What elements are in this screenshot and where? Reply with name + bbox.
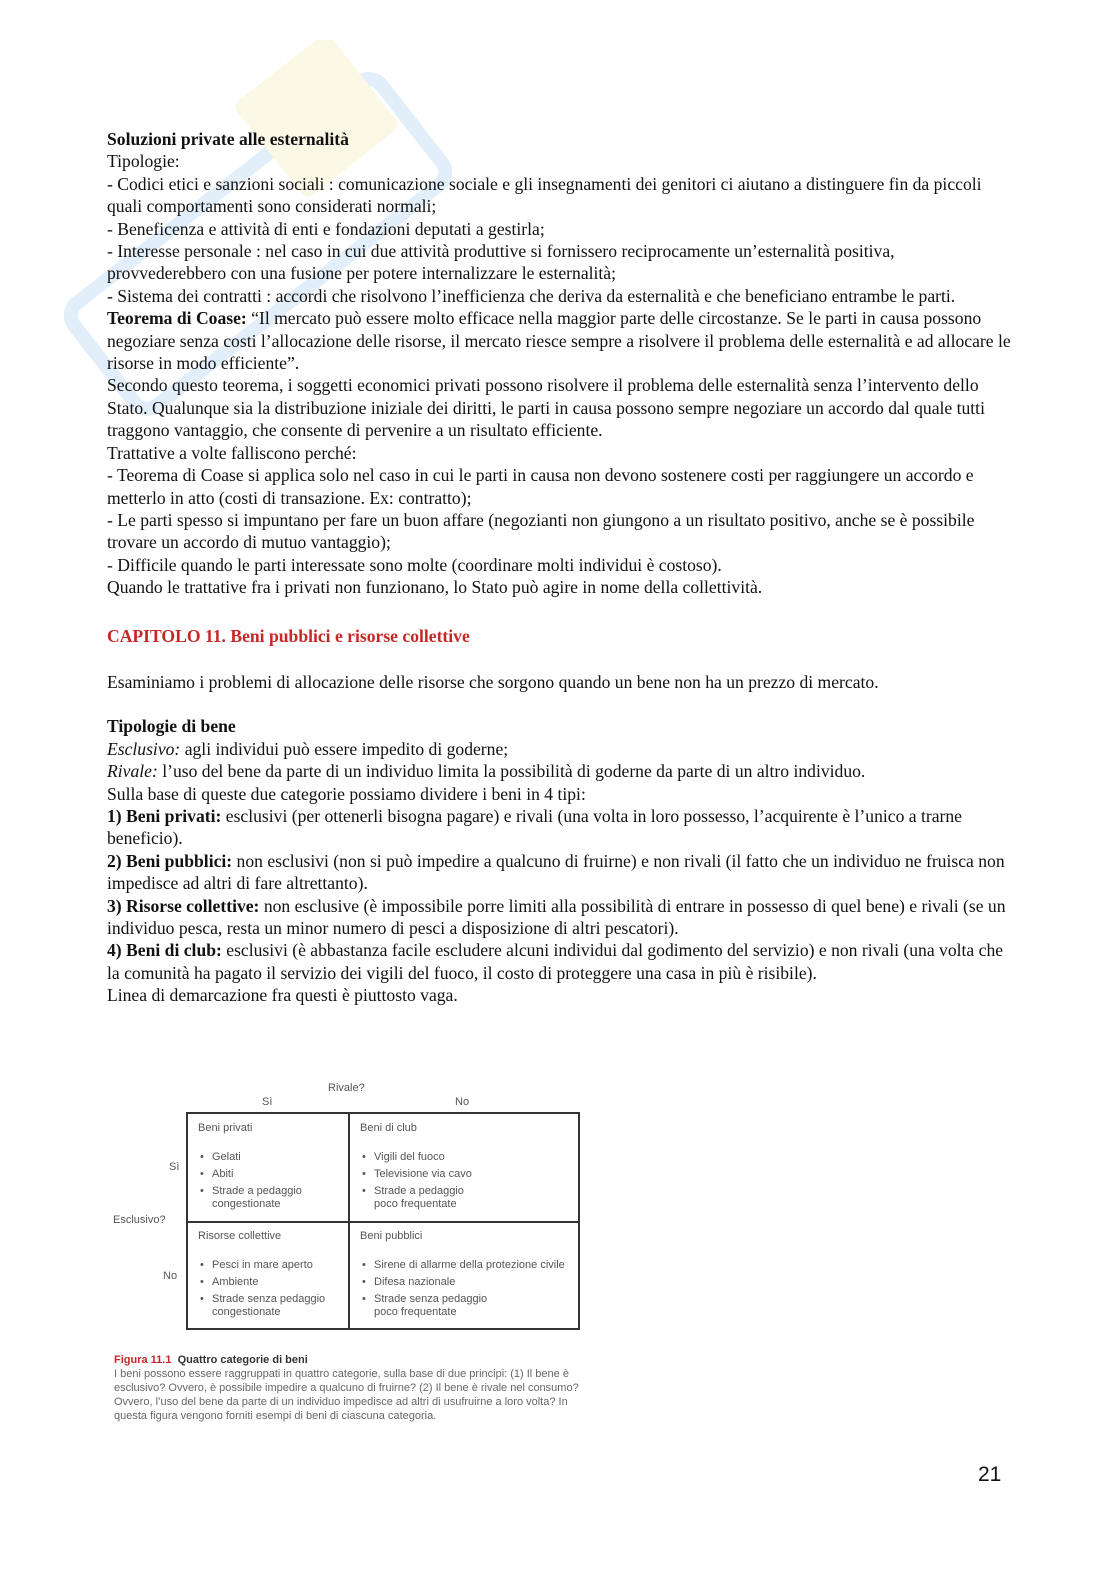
figure-caption	[114, 1353, 584, 1423]
cell-beni-di-club	[360, 1122, 575, 1215]
rivale-label: Rivale:	[107, 761, 158, 782]
list-item: • Abiti	[212, 1168, 338, 1181]
cell-title: Beni pubblici	[360, 1230, 423, 1242]
list-item: - Difficile quando le parti interessate sono molte (coordinare molti individui è costoso).	[107, 554, 722, 575]
rivale-definition	[107, 760, 1017, 782]
cell-title: Risorse collettive	[198, 1230, 282, 1242]
cell-title: Beni privati	[198, 1122, 253, 1134]
coase-label: Teorema di Coase:	[107, 308, 247, 329]
type-label: 4) Beni di club:	[107, 940, 222, 961]
list-item: • Televisione via cavo	[374, 1168, 575, 1181]
chapter-title: CAPITOLO 11. Beni pubblici e risorse collettive	[107, 625, 470, 646]
list-item: - Interesse personale : nel caso in cui due attività produttive si fornissero reciprocamente un’esternalità positiva, provvederebbero con una fusione per potere internalizzare le esternalità;	[107, 241, 895, 284]
type-text: non esclusivi (non si può impedire a qualcuno di fruirne) e non rivali (il fatto che un individuo ne fruisca non impedisce ad altri di fare altrettanto).	[107, 850, 1005, 894]
list-item: • Gelati	[212, 1151, 338, 1164]
row-header-no: No	[163, 1270, 178, 1282]
type-text: esclusivi (è abbastanza facile escludere alcuni individui dal godimento del servizio) e non rivali (una volta che la comunità ha pagato il servizio dei vigili del fuoco, il costo di proteggere una casa in più è risibile).	[107, 940, 1004, 983]
goods-matrix	[186, 1112, 580, 1330]
cell-beni-privati	[198, 1122, 338, 1215]
esclusivo-axis-label: Esclusivo?	[113, 1214, 166, 1226]
paragraph: Secondo questo teorema, i soggetti economici privati possono risolvere il problema delle esternalità senza l’intervento dello Stato. Qualunque sia la distribuzione iniziale dei diritti, le parti in causa possono sempre negoziare un accordo dal quale tutti traggono vantaggio, che consente di pervenire a un risultato efficiente.	[107, 375, 985, 441]
type-item	[107, 939, 1017, 984]
list-item: • Strade a pedaggio poco frequentate	[374, 1185, 484, 1211]
list-item: - Le parti spesso si impuntano per fare un buon affare (negozianti non giungono a un risultato positivo, anche se è possibile trovare un accordo di mutuo vantaggio);	[107, 509, 975, 553]
page-number: 21	[978, 1463, 1002, 1486]
cell-list	[198, 1259, 338, 1319]
list-item: • Difesa nazionale	[374, 1276, 575, 1289]
coase-paragraph	[107, 307, 1017, 374]
chapter-intro: Esaminiamo i problemi di allocazione delle risorse che sorgono quando un bene non ha un prezzo di mercato.	[107, 671, 879, 692]
list-item: • Strade senza pedaggio congestionate	[212, 1293, 337, 1319]
paragraph: Sulla base di queste due categorie possiamo dividere i beni in 4 tipi:	[107, 783, 586, 804]
col-header-si: Sì	[262, 1096, 273, 1108]
type-text: esclusivi (per ottenerli bisogna pagare) e rivali (una volta in loro possesso, l’acquirente è l’unico a trarne beneficio).	[107, 805, 962, 849]
list-item: • Vigili del fuoco	[374, 1151, 575, 1164]
type-label: 3) Risorse collettive:	[107, 895, 260, 916]
paragraph: Quando le trattative fra i privati non funzionano, lo Stato può agire in nome della collettività.	[107, 577, 763, 598]
cell-title: Beni di club	[360, 1122, 417, 1134]
type-item	[107, 805, 1017, 850]
list-item: • Pesci in mare aperto	[212, 1259, 338, 1272]
type-label: 1) Beni privati:	[107, 805, 222, 826]
esclusivo-label: Esclusivo:	[107, 738, 181, 759]
esclusivo-text: agli individui può essere impedito di goderne;	[180, 738, 509, 759]
figure-11-1	[108, 1080, 588, 1440]
coase-text: “Il mercato può essere molto efficace nella maggior parte delle circostanze. Se le parti in causa possono negoziare senza costi l’allocazione delle risorse, il mercato riesce sempre a risolvere il problema delle esternalità e ad allocare le risorse in modo efficiente”.	[107, 308, 1011, 374]
tipologie-label: Tipologie:	[107, 151, 180, 172]
row-header-si: Sì	[169, 1161, 180, 1173]
list-item: - Codici etici e sanzioni sociali : comunicazione sociale e gli insegnamenti dei genitori ci aiutano a distinguere fin da piccoli quali comportamenti sono considerati normali;	[107, 173, 982, 217]
list-item: - Sistema dei contratti : accordi che risolvono l’inefficienza che deriva da esternalità e che beneficiano entrambe le parti.	[107, 285, 956, 306]
type-label: 2) Beni pubblici:	[107, 850, 233, 871]
list-item: • Strade senza pedaggio poco frequentate	[374, 1293, 499, 1319]
list-item: • Ambiente	[212, 1276, 338, 1289]
paragraph: Trattative a volte falliscono perché:	[107, 442, 357, 463]
section-heading: Soluzioni private alle esternalità	[107, 129, 349, 149]
type-item	[107, 895, 1017, 940]
paragraph: Linea di demarcazione fra questi è piuttosto vaga.	[107, 985, 458, 1006]
cell-list	[360, 1151, 575, 1211]
cell-risorse-collettive	[198, 1230, 338, 1323]
type-text: non esclusive (è impossibile porre limiti alla possibilità di entrare in possesso di quel bene) e rivali (se un individuo pesca, resta un minor numero di pesci a disposizione di altri pescatori).	[107, 895, 1006, 938]
grid-divider	[188, 1221, 578, 1223]
caption-title: Quattro categorie di beni	[177, 1354, 308, 1366]
caption-label: Figura 11.1	[114, 1354, 172, 1366]
rivale-text: l’uso del bene da parte di un individuo limita la possibilità di goderne da parte di un altro individuo.	[157, 761, 866, 782]
cell-list	[198, 1151, 338, 1211]
caption-text: I beni possono essere raggruppati in quattro categorie, sulla base di due principi: (1) Il bene è esclusivo? Ovvero, è possibile impedire a qualcuno di fruirne? (2) Il bene è rivale nel consumo? Ovvero, l’uso del bene da parte di un individuo impedisce ad altri di usufruirne a loro volta? In questa figura vengono forniti esempi di beni di ciascuna categoria.	[114, 1368, 579, 1422]
esclusivo-definition	[107, 738, 1017, 760]
cell-list	[360, 1259, 575, 1319]
rivale-axis-label: Rivale?	[328, 1082, 365, 1094]
type-item	[107, 850, 1017, 895]
tipologie-heading: Tipologie di bene	[107, 716, 236, 737]
cell-beni-pubblici	[360, 1230, 575, 1323]
page-body	[107, 128, 1017, 1007]
col-header-no: No	[455, 1096, 470, 1108]
list-item: - Beneficenza e attività di enti e fondazioni deputati a gestirla;	[107, 218, 545, 239]
list-item: - Teorema di Coase si applica solo nel caso in cui le parti in causa non devono sostenere costi per raggiungere un accordo e metterlo in atto (costi di transazione. Ex: contratto);	[107, 465, 974, 508]
list-item: • Sirene di allarme della protezione civile	[374, 1259, 575, 1272]
list-item: • Strade a pedaggio congestionate	[212, 1185, 322, 1211]
